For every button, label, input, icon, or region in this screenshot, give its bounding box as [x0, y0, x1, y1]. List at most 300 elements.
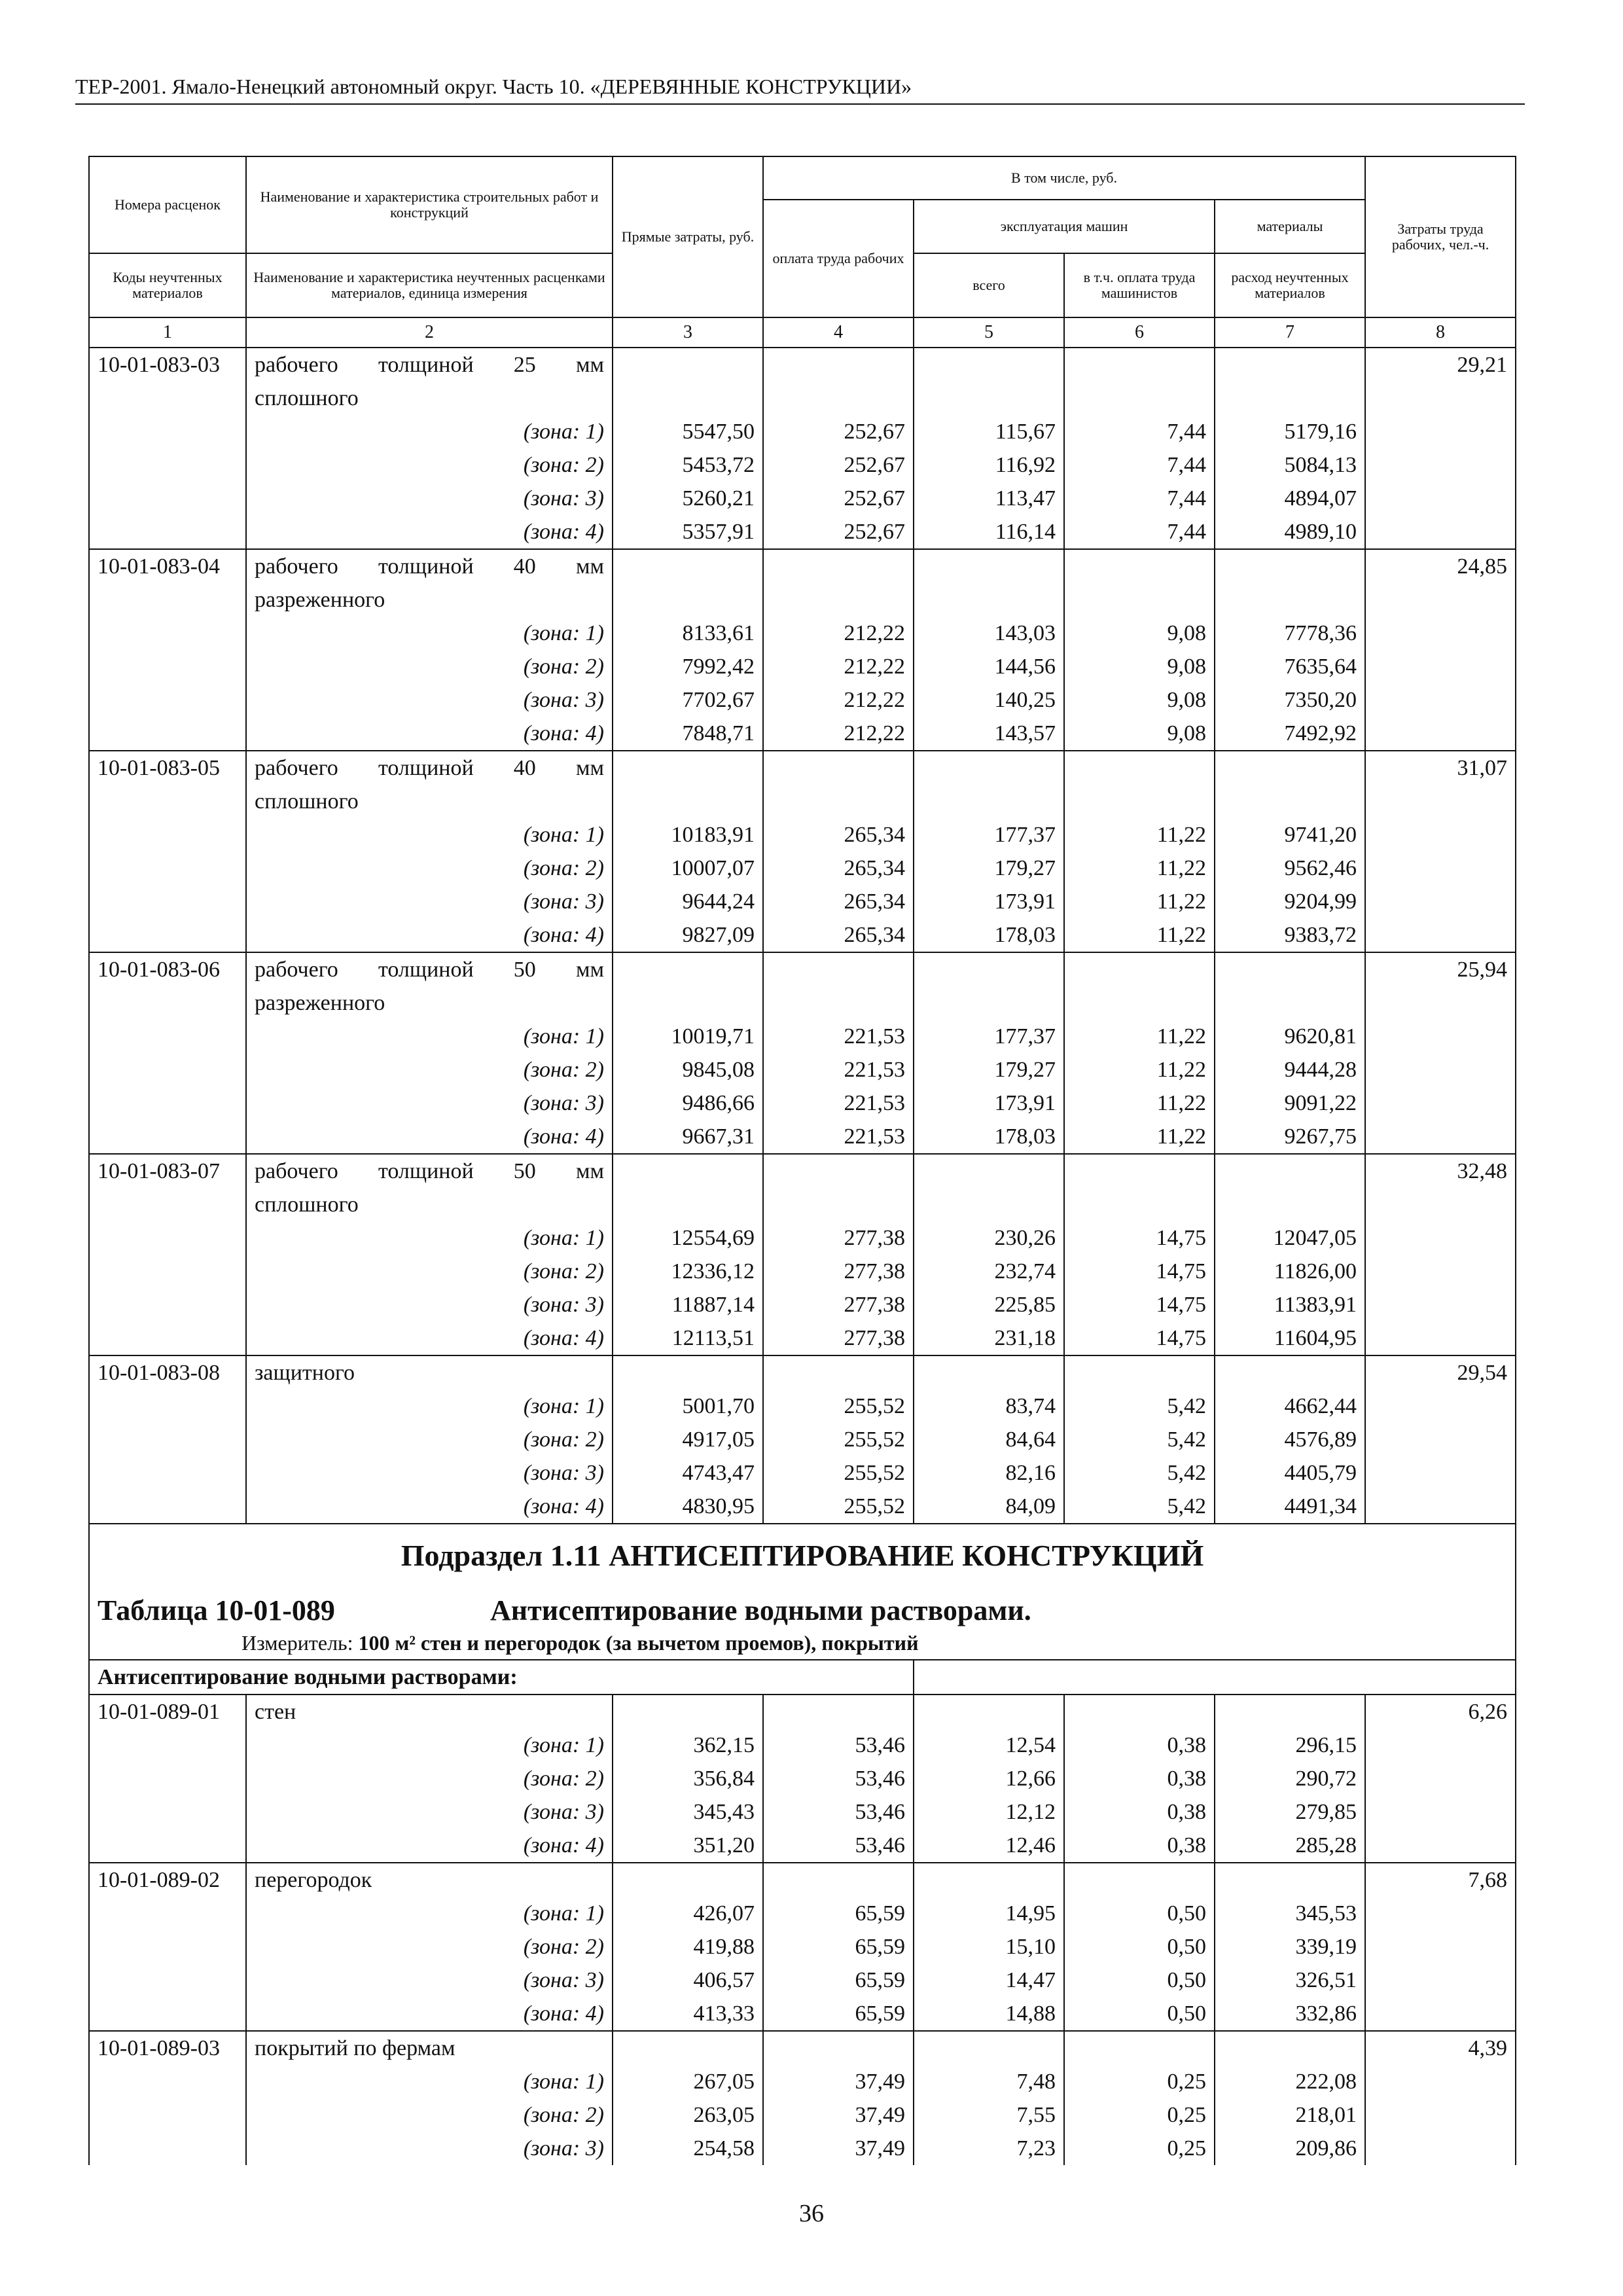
wages-value: 265,34 — [763, 852, 914, 885]
wages-value: 221,53 — [763, 1020, 914, 1053]
zone-row — [89, 1930, 1516, 1964]
machinists-wages-value: 9,08 — [1064, 683, 1215, 717]
zone-row — [89, 1321, 1516, 1355]
machines-total-value: 12,54 — [914, 1729, 1064, 1762]
empty-cell — [1064, 1154, 1215, 1221]
empty-cell — [1064, 952, 1215, 1020]
empty-cell — [1215, 1355, 1365, 1390]
machines-total-value: 177,37 — [914, 1020, 1064, 1053]
wages-value: 265,34 — [763, 918, 914, 952]
zone-row — [89, 1423, 1516, 1456]
materials-value: 209,86 — [1215, 2132, 1365, 2165]
empty-cell — [1365, 852, 1516, 885]
zone-label: (зона: 1) — [246, 1221, 613, 1255]
table-title — [98, 1575, 1507, 1629]
machinists-wages-value: 0,50 — [1064, 1964, 1215, 1997]
direct-costs-value: 5260,21 — [613, 482, 763, 515]
zone-label: (зона: 2) — [246, 1930, 613, 1964]
zone-label: (зона: 1) — [246, 1390, 613, 1423]
machines-total-value: 14,95 — [914, 1897, 1064, 1930]
direct-costs-value: 11887,14 — [613, 1288, 763, 1321]
zone-row — [89, 1120, 1516, 1154]
wages-value: 65,59 — [763, 1897, 914, 1930]
empty-cell — [613, 2031, 763, 2065]
zone-row — [89, 482, 1516, 515]
empty-cell — [1365, 1255, 1516, 1288]
machinists-wages-value: 5,42 — [1064, 1423, 1215, 1456]
zone-row — [89, 1729, 1516, 1762]
machinists-wages-value: 7,44 — [1064, 515, 1215, 549]
machinists-wages-value: 5,42 — [1064, 1390, 1215, 1423]
materials-value: 7492,92 — [1215, 717, 1365, 751]
col-rate-numbers: Номера расценок — [89, 156, 246, 253]
materials-value: 4894,07 — [1215, 482, 1365, 515]
machinists-wages-value: 14,75 — [1064, 1288, 1215, 1321]
wages-value: 212,22 — [763, 650, 914, 683]
wages-value: 252,67 — [763, 515, 914, 549]
materials-value: 279,85 — [1215, 1795, 1365, 1829]
machines-total-value: 12,66 — [914, 1762, 1064, 1795]
labor-cost: 25,94 — [1365, 952, 1516, 1020]
col-wages: оплата труда рабочих — [763, 200, 914, 317]
direct-costs-value: 267,05 — [613, 2065, 763, 2098]
zone-label: (зона: 1) — [246, 1897, 613, 1930]
machinists-wages-value: 11,22 — [1064, 918, 1215, 952]
empty-cell — [89, 918, 246, 952]
machinists-wages-value: 9,08 — [1064, 650, 1215, 683]
materials-value: 218,01 — [1215, 2098, 1365, 2132]
empty-cell — [89, 1829, 246, 1863]
wages-value: 255,52 — [763, 1456, 914, 1490]
col-number: 8 — [1365, 317, 1516, 348]
col-number: 3 — [613, 317, 763, 348]
machines-total-value: 143,57 — [914, 717, 1064, 751]
machines-total-value: 225,85 — [914, 1288, 1064, 1321]
materials-value: 4989,10 — [1215, 515, 1365, 549]
machines-total-value: 7,23 — [914, 2132, 1064, 2165]
empty-cell — [89, 1120, 246, 1154]
zone-row — [89, 515, 1516, 549]
direct-costs-value: 9486,66 — [613, 1086, 763, 1120]
rate-name: рабочего толщиной 40 мм сплошного — [246, 751, 613, 818]
zone-label: (зона: 1) — [246, 617, 613, 650]
empty-cell — [914, 549, 1064, 617]
machinists-wages-value: 11,22 — [1064, 1020, 1215, 1053]
labor-cost: 7,68 — [1365, 1863, 1516, 1897]
empty-cell — [613, 751, 763, 818]
empty-cell — [1215, 549, 1365, 617]
empty-cell — [89, 1997, 246, 2031]
machinists-wages-value: 11,22 — [1064, 885, 1215, 918]
section-block — [89, 1524, 1516, 1695]
direct-costs-value: 9667,31 — [613, 1120, 763, 1154]
empty-cell — [914, 1695, 1064, 1729]
empty-cell — [1365, 1120, 1516, 1154]
empty-cell — [1215, 952, 1365, 1020]
zone-row — [89, 2132, 1516, 2165]
zone-row — [89, 885, 1516, 918]
direct-costs-value: 426,07 — [613, 1897, 763, 1930]
rates-table — [88, 156, 1516, 2165]
materials-value: 9204,99 — [1215, 885, 1365, 918]
direct-costs-value: 8133,61 — [613, 617, 763, 650]
col-number: 5 — [914, 317, 1064, 348]
zone-label: (зона: 3) — [246, 1964, 613, 1997]
materials-value: 296,15 — [1215, 1729, 1365, 1762]
page-number: 36 — [799, 2200, 824, 2227]
machines-total-value: 7,48 — [914, 2065, 1064, 2098]
empty-cell — [89, 852, 246, 885]
direct-costs-value: 362,15 — [613, 1729, 763, 1762]
machines-total-value: 12,46 — [914, 1829, 1064, 1863]
machinists-wages-value: 0,25 — [1064, 2132, 1215, 2165]
rates-group-089 — [89, 1695, 1516, 2165]
rate-name: стен — [246, 1695, 613, 1729]
direct-costs-value: 356,84 — [613, 1762, 763, 1795]
empty-cell — [1064, 2031, 1215, 2065]
zone-row — [89, 448, 1516, 482]
direct-costs-value: 5001,70 — [613, 1390, 763, 1423]
zone-label: (зона: 3) — [246, 683, 613, 717]
rate-code: 10-01-089-02 — [89, 1863, 246, 1897]
zone-row — [89, 1897, 1516, 1930]
machines-total-value: 230,26 — [914, 1221, 1064, 1255]
wages-value: 53,46 — [763, 1762, 914, 1795]
empty-cell — [89, 448, 246, 482]
direct-costs-value: 10183,91 — [613, 818, 763, 852]
direct-costs-value: 254,58 — [613, 2132, 763, 2165]
machines-total-value: 232,74 — [914, 1255, 1064, 1288]
machines-total-value: 173,91 — [914, 885, 1064, 918]
empty-cell — [1365, 482, 1516, 515]
direct-costs-value: 5453,72 — [613, 448, 763, 482]
empty-cell — [1365, 818, 1516, 852]
direct-costs-value: 9827,09 — [613, 918, 763, 952]
zone-row — [89, 1053, 1516, 1086]
zone-row — [89, 1288, 1516, 1321]
wages-value: 53,46 — [763, 1829, 914, 1863]
col-number: 1 — [89, 317, 246, 348]
wages-value: 53,46 — [763, 1795, 914, 1829]
zone-row — [89, 1020, 1516, 1053]
empty-cell — [89, 2065, 246, 2098]
empty-cell — [89, 482, 246, 515]
materials-value: 12047,05 — [1215, 1221, 1365, 1255]
zone-row — [89, 852, 1516, 885]
machinists-wages-value: 0,38 — [1064, 1762, 1215, 1795]
empty-cell — [1365, 1930, 1516, 1964]
wages-value: 65,59 — [763, 1964, 914, 1997]
direct-costs-value: 413,33 — [613, 1997, 763, 2031]
direct-costs-value: 345,43 — [613, 1795, 763, 1829]
empty-cell — [89, 885, 246, 918]
empty-cell — [914, 751, 1064, 818]
col-labor: Затраты труда рабочих, чел.-ч. — [1365, 156, 1516, 317]
machinists-wages-value: 7,44 — [1064, 415, 1215, 448]
empty-cell — [613, 348, 763, 415]
wages-value: 221,53 — [763, 1053, 914, 1086]
labor-cost: 29,21 — [1365, 348, 1516, 415]
wages-value: 252,67 — [763, 415, 914, 448]
rate-name: перегородок — [246, 1863, 613, 1897]
empty-cell — [89, 1490, 246, 1524]
materials-value: 9562,46 — [1215, 852, 1365, 885]
machinists-wages-value: 0,25 — [1064, 2065, 1215, 2098]
rate-row — [89, 1355, 1516, 1390]
col-machines-total: всего — [914, 253, 1064, 317]
empty-cell — [1215, 751, 1365, 818]
materials-value: 7350,20 — [1215, 683, 1365, 717]
rate-name: покрытий по фермам — [246, 2031, 613, 2065]
machinists-wages-value: 14,75 — [1064, 1255, 1215, 1288]
machinists-wages-value: 5,42 — [1064, 1456, 1215, 1490]
col-including: В том числе, руб. — [763, 156, 1365, 200]
machinists-wages-value: 9,08 — [1064, 717, 1215, 751]
machinists-wages-value: 11,22 — [1064, 1053, 1215, 1086]
direct-costs-value: 4830,95 — [613, 1490, 763, 1524]
empty-cell — [1365, 885, 1516, 918]
empty-cell — [1365, 1423, 1516, 1456]
col-number: 2 — [246, 317, 613, 348]
zone-label: (зона: 1) — [246, 415, 613, 448]
empty-cell — [89, 1321, 246, 1355]
labor-cost: 31,07 — [1365, 751, 1516, 818]
empty-cell — [1215, 2031, 1365, 2065]
machinists-wages-value: 0,38 — [1064, 1829, 1215, 1863]
col-material-codes: Коды неучтенных материалов — [89, 253, 246, 317]
empty-cell — [1365, 1795, 1516, 1829]
zone-label: (зона: 2) — [246, 650, 613, 683]
direct-costs-value: 9644,24 — [613, 885, 763, 918]
empty-cell — [1365, 1288, 1516, 1321]
machinists-wages-value: 11,22 — [1064, 1086, 1215, 1120]
rate-row — [89, 952, 1516, 1020]
machinists-wages-value: 11,22 — [1064, 1120, 1215, 1154]
col-number: 4 — [763, 317, 914, 348]
col-number: 7 — [1215, 317, 1365, 348]
zone-label: (зона: 3) — [246, 1795, 613, 1829]
machinists-wages-value: 14,75 — [1064, 1221, 1215, 1255]
empty-cell — [89, 1390, 246, 1423]
materials-value: 9741,20 — [1215, 818, 1365, 852]
zone-label: (зона: 2) — [246, 852, 613, 885]
zone-label: (зона: 3) — [246, 482, 613, 515]
zone-label: (зона: 4) — [246, 1997, 613, 2031]
materials-value: 11826,00 — [1215, 1255, 1365, 1288]
empty-cell — [1365, 1729, 1516, 1762]
zone-label: (зона: 4) — [246, 1829, 613, 1863]
empty-cell — [89, 2132, 246, 2165]
measure-value: 100 м² стен и перегородок (за вычетом проемов), покрытий — [358, 1631, 919, 1655]
machines-total-value: 116,92 — [914, 448, 1064, 482]
wages-value: 255,52 — [763, 1390, 914, 1423]
materials-value: 326,51 — [1215, 1964, 1365, 1997]
running-header: ТЕР-2001. Ямало-Ненецкий автономный округ. Часть 10. «ДЕРЕВЯННЫЕ КОНСТРУКЦИИ» — [75, 72, 1525, 105]
zone-row — [89, 818, 1516, 852]
wages-value: 212,22 — [763, 617, 914, 650]
machines-total-value: 179,27 — [914, 852, 1064, 885]
zone-label: (зона: 3) — [246, 1456, 613, 1490]
empty-cell — [914, 1863, 1064, 1897]
subheading: Антисептирование водными растворами: — [89, 1660, 914, 1695]
empty-cell — [1365, 1762, 1516, 1795]
rate-row — [89, 2031, 1516, 2065]
empty-cell — [763, 2031, 914, 2065]
materials-value: 9267,75 — [1215, 1120, 1365, 1154]
machinists-wages-value: 0,38 — [1064, 1795, 1215, 1829]
zone-label: (зона: 4) — [246, 717, 613, 751]
empty-cell — [89, 1255, 246, 1288]
empty-cell — [89, 1897, 246, 1930]
zone-row — [89, 2065, 1516, 2098]
empty-cell — [613, 1355, 763, 1390]
materials-value: 332,86 — [1215, 1997, 1365, 2031]
machines-total-value: 177,37 — [914, 818, 1064, 852]
empty-cell — [89, 515, 246, 549]
machinists-wages-value: 5,42 — [1064, 1490, 1215, 1524]
rate-code: 10-01-083-03 — [89, 348, 246, 415]
empty-cell — [613, 952, 763, 1020]
materials-value: 7635,64 — [1215, 650, 1365, 683]
labor-cost: 4,39 — [1365, 2031, 1516, 2065]
empty-cell — [1365, 683, 1516, 717]
empty-cell — [89, 2098, 246, 2132]
empty-cell — [89, 617, 246, 650]
col-machinists-wages: в т.ч. оплата труда машинистов — [1064, 253, 1215, 317]
zone-label: (зона: 3) — [246, 2132, 613, 2165]
zone-label: (зона: 3) — [246, 1288, 613, 1321]
empty-cell — [1365, 1829, 1516, 1863]
empty-cell — [763, 549, 914, 617]
machines-total-value: 84,09 — [914, 1490, 1064, 1524]
wages-value: 212,22 — [763, 683, 914, 717]
measure-line — [98, 1629, 1507, 1659]
rate-code: 10-01-083-06 — [89, 952, 246, 1020]
machinists-wages-value: 7,44 — [1064, 482, 1215, 515]
col-work-name: Наименование и характеристика строительных работ и конструкций — [246, 156, 613, 253]
empty-cell — [89, 1221, 246, 1255]
zone-label: (зона: 2) — [246, 1423, 613, 1456]
wages-value: 255,52 — [763, 1423, 914, 1456]
empty-cell — [1365, 1053, 1516, 1086]
zone-row — [89, 650, 1516, 683]
direct-costs-value: 12554,69 — [613, 1221, 763, 1255]
rate-name: защитного — [246, 1355, 613, 1390]
materials-value: 290,72 — [1215, 1762, 1365, 1795]
machinists-wages-value: 14,75 — [1064, 1321, 1215, 1355]
section-cell — [89, 1524, 1516, 1660]
machines-total-value: 83,74 — [914, 1390, 1064, 1423]
zone-label: (зона: 2) — [246, 1255, 613, 1288]
materials-value: 9091,22 — [1215, 1086, 1365, 1120]
empty-cell — [1365, 650, 1516, 683]
machines-total-value: 7,55 — [914, 2098, 1064, 2132]
empty-cell — [1365, 2065, 1516, 2098]
empty-cell — [763, 1863, 914, 1897]
zone-row — [89, 415, 1516, 448]
empty-cell — [1365, 448, 1516, 482]
rate-code: 10-01-083-04 — [89, 549, 246, 617]
rate-row — [89, 1154, 1516, 1221]
empty-cell — [1365, 515, 1516, 549]
empty-cell — [1064, 751, 1215, 818]
section-title: Подраздел 1.11 АНТИСЕПТИРОВАНИЕ КОНСТРУКЦИЙ — [401, 1539, 1204, 1572]
machinists-wages-value: 0,50 — [1064, 1897, 1215, 1930]
machines-total-value: 178,03 — [914, 918, 1064, 952]
direct-costs-value: 10019,71 — [613, 1020, 763, 1053]
zone-row — [89, 1829, 1516, 1863]
wages-value: 265,34 — [763, 818, 914, 852]
materials-value: 4662,44 — [1215, 1390, 1365, 1423]
empty-cell — [914, 1154, 1064, 1221]
col-machines: эксплуатация машин — [914, 200, 1215, 253]
machines-total-value: 115,67 — [914, 415, 1064, 448]
zone-label: (зона: 4) — [246, 1321, 613, 1355]
wages-value: 265,34 — [763, 885, 914, 918]
empty-cell — [1365, 1221, 1516, 1255]
empty-cell — [613, 1863, 763, 1897]
machinists-wages-value: 7,44 — [1064, 448, 1215, 482]
machinists-wages-value: 0,25 — [1064, 2098, 1215, 2132]
materials-value: 5084,13 — [1215, 448, 1365, 482]
rate-code: 10-01-089-03 — [89, 2031, 246, 2065]
empty-cell — [914, 952, 1064, 1020]
zone-row — [89, 1490, 1516, 1524]
zone-label: (зона: 1) — [246, 1020, 613, 1053]
empty-cell — [89, 1930, 246, 1964]
col-direct-costs: Прямые затраты, руб. — [613, 156, 763, 317]
measure-label: Измеритель: — [241, 1631, 353, 1655]
empty-cell — [1215, 1154, 1365, 1221]
zone-label: (зона: 3) — [246, 1086, 613, 1120]
rate-name: рабочего толщиной 50 мм разреженного — [246, 952, 613, 1020]
rate-code: 10-01-083-08 — [89, 1355, 246, 1390]
empty-cell — [1064, 549, 1215, 617]
materials-value: 9444,28 — [1215, 1053, 1365, 1086]
wages-value: 255,52 — [763, 1490, 914, 1524]
zone-row — [89, 683, 1516, 717]
empty-cell — [1215, 1695, 1365, 1729]
materials-value: 5179,16 — [1215, 415, 1365, 448]
zone-label: (зона: 2) — [246, 2098, 613, 2132]
zone-label: (зона: 1) — [246, 2065, 613, 2098]
machines-total-value: 144,56 — [914, 650, 1064, 683]
zone-row — [89, 2098, 1516, 2132]
empty-cell — [89, 1964, 246, 1997]
wages-value: 277,38 — [763, 1321, 914, 1355]
materials-value: 7778,36 — [1215, 617, 1365, 650]
materials-value: 11383,91 — [1215, 1288, 1365, 1321]
zone-label: (зона: 3) — [246, 885, 613, 918]
machines-total-value: 178,03 — [914, 1120, 1064, 1154]
zone-label: (зона: 4) — [246, 515, 613, 549]
empty-cell — [1064, 1863, 1215, 1897]
empty-cell — [89, 1729, 246, 1762]
machines-total-value: 82,16 — [914, 1456, 1064, 1490]
wages-value: 221,53 — [763, 1120, 914, 1154]
materials-value: 339,19 — [1215, 1930, 1365, 1964]
empty-cell — [89, 650, 246, 683]
machines-total-value: 113,47 — [914, 482, 1064, 515]
zone-label: (зона: 2) — [246, 1053, 613, 1086]
empty-cell — [1365, 1490, 1516, 1524]
zone-row — [89, 1964, 1516, 1997]
wages-value: 37,49 — [763, 2132, 914, 2165]
empty-cell — [89, 1423, 246, 1456]
empty-cell — [1215, 1863, 1365, 1897]
zone-row — [89, 1255, 1516, 1288]
zone-row — [89, 1762, 1516, 1795]
